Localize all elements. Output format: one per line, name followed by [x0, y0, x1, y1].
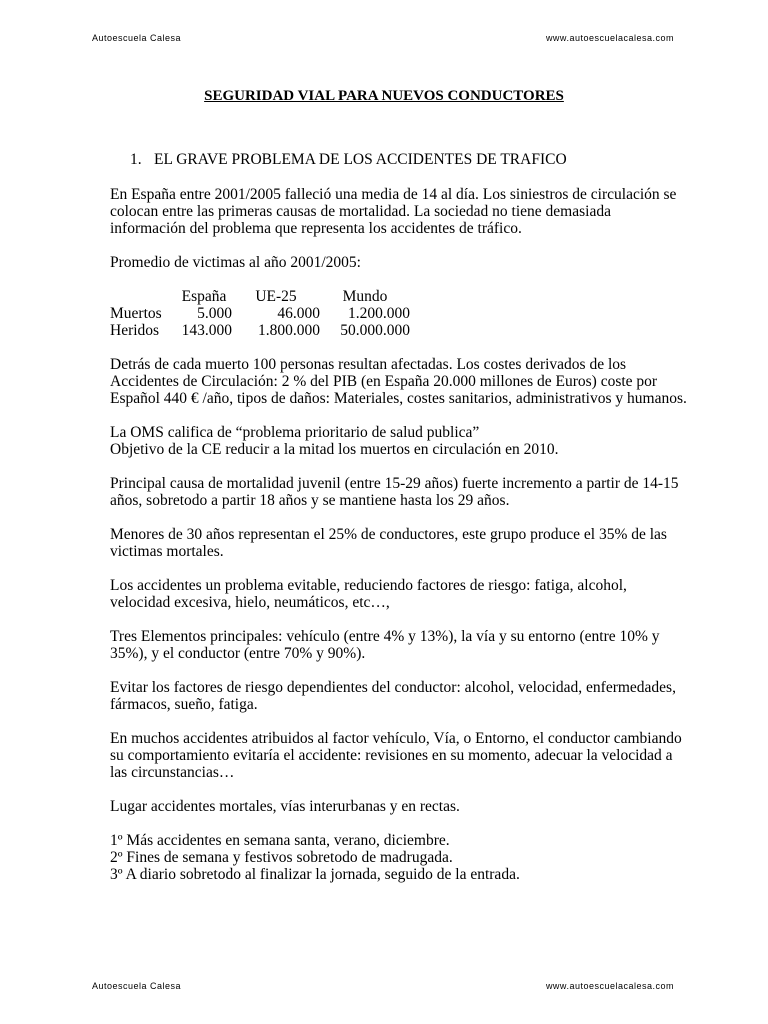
- table-cell: 5.000: [197, 305, 232, 322]
- paragraph-oms: La OMS califica de “problema prioritario de salud publica” Objetivo de la CE reducir a la mitad los muertos en circulación en 2010.: [110, 424, 559, 458]
- document-title: SEGURIDAD VIAL PARA NUEVOS CONDUCTORES: [204, 88, 564, 104]
- paragraph-behaviour: En muchos accidentes atribuidos al factor vehículo, Vía, o Entorno, el conductor cambiando su comportamiento evitaría el accidente: revisiones en su momento, adecuar la velocidad a las circunstancias…: [110, 730, 682, 781]
- section-heading-text: EL GRAVE PROBLEMA DE LOS ACCIDENTES DE TRAFICO: [154, 151, 567, 168]
- footer-website: www.autoescuelacalesa.com: [545, 981, 674, 991]
- document-body: [110, 186, 700, 883]
- paragraph-location: Lugar accidentes mortales, vías interurbanas y en rectas.: [110, 798, 460, 815]
- paragraph-three-elements: Tres Elementos principales: vehículo (entre 4% y 13%), la vía y su entorno (entre 10% y 35%), y el conductor (entre 70% y 90%).: [110, 628, 660, 662]
- paragraph-avoidable: Los accidentes un problema evitable, reduciendo factores de riesgo: fatiga, alcohol, velocidad excesiva, hielo, neumáticos, etc…,: [110, 577, 627, 611]
- paragraph-youth-mortality: Principal causa de mortalidad juvenil (entre 15-29 años) fuerte incremento a partir de 14-15 años, sobretodo a partir 18 años y se mantiene hasta los 29 años.: [110, 475, 679, 509]
- paragraph-intro: En España entre 2001/2005 falleció una media de 14 al día. Los siniestros de circulación se colocan entre las primeras causas de mortalidad. La sociedad no tiene demasiada información del problema que representa los accidentes de tráfico.: [110, 186, 677, 237]
- table-cell: 1.200.000: [348, 305, 410, 322]
- table-row: [110, 322, 410, 339]
- list-item: 3º A diario sobretodo al finalizar la jornada, seguido de la entrada.: [110, 866, 520, 883]
- footer-school-name: Autoescuela Calesa: [92, 981, 182, 991]
- row-label: Muertos: [110, 305, 162, 322]
- list-item: 2º Fines de semana y festivos sobretodo de madrugada.: [110, 849, 453, 866]
- paragraph-driver-factors: Evitar los factores de riesgo dependientes del conductor: alcohol, velocidad, enfermedades, fármacos, sueño, fatiga.: [110, 679, 676, 713]
- victims-table-header: [110, 288, 410, 305]
- header-website: www.autoescuelacalesa.com: [545, 33, 674, 43]
- column-header: UE-25: [255, 288, 297, 305]
- victims-table: [110, 288, 410, 339]
- section-number: 1.: [130, 151, 142, 168]
- table-cell: 46.000: [277, 305, 320, 322]
- header-school-name: Autoescuela Calesa: [92, 33, 182, 43]
- section-heading: [130, 151, 567, 169]
- table-cell: 50.000.000: [340, 322, 410, 339]
- table-cell: 143.000: [181, 322, 232, 339]
- paragraph-costs: Detrás de cada muerto 100 personas resultan afectadas. Los costes derivados de los Accidentes de Circulación: 2 % del PIB (en España 20.000 millones de Euros) coste por Español 440 € /año, tipos de daños: Materiales, costes sanitarios, administrativos y humanos.: [110, 356, 687, 407]
- column-header: España: [181, 288, 227, 305]
- table-row: [110, 305, 410, 322]
- ranking-list: [110, 832, 700, 883]
- list-item: 1º Más accidentes en semana santa, verano, diciembre.: [110, 832, 450, 849]
- column-header: Mundo: [342, 288, 388, 305]
- row-label: Heridos: [110, 322, 160, 339]
- table-cell: 1.800.000: [258, 322, 320, 339]
- paragraph-under-30: Menores de 30 años representan el 25% de conductores, este grupo produce el 35% de las victimas mortales.: [110, 526, 667, 560]
- paragraph-victims-average: Promedio de victimas al año 2001/2005:: [110, 254, 361, 271]
